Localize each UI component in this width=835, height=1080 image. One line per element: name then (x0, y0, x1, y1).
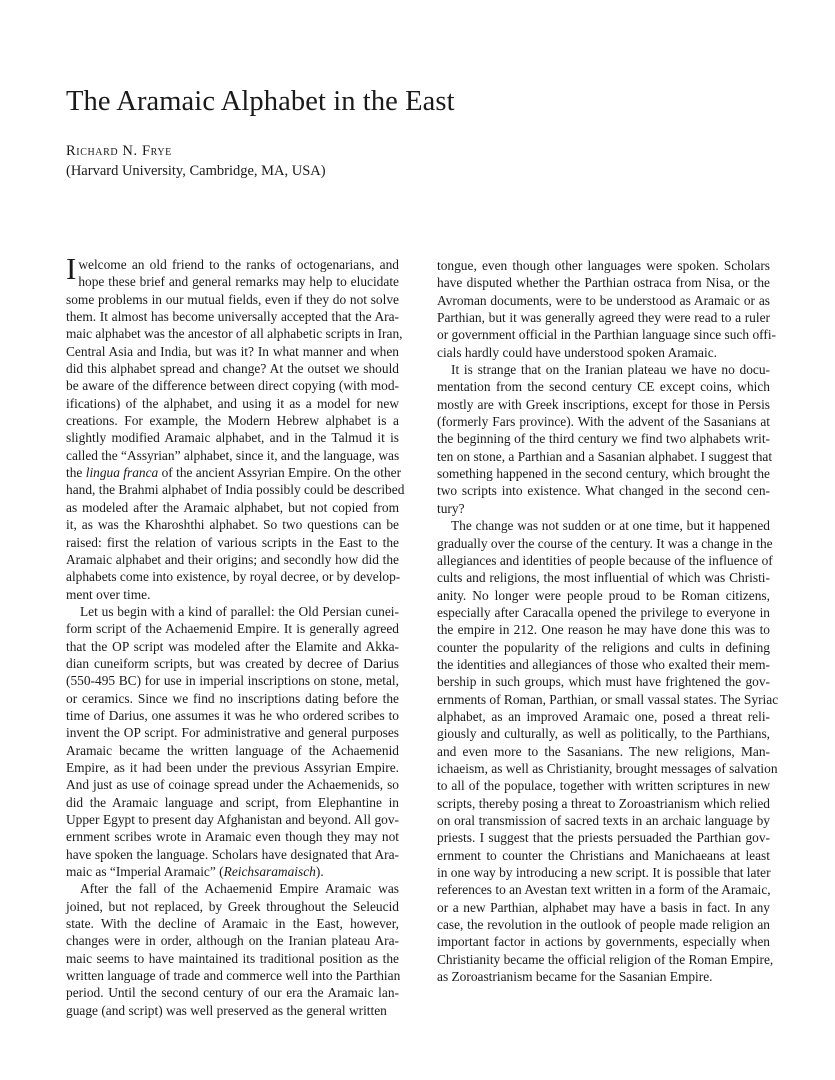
text-line: that the OP script was modeled after the Elamite and Akka- (66, 638, 399, 654)
text-line: slightly modified Aramaic alphabet, and in the Talmud it is (66, 430, 399, 446)
text-line: cials hardly could have understood spoken Aramaic. (437, 344, 718, 360)
text-line: it, as was the Kharoshthi alphabet. So two questions can be (66, 517, 399, 533)
text-line: Central Asia and India, but was it? In what manner and when (66, 343, 399, 359)
text-line: ernments of Roman, Parthian, or small vassal states. The Syriac (437, 691, 779, 707)
text-line: ernment to counter the Christians and Manichaeans at least (437, 847, 770, 863)
text-line: in one way by introducing a new script. It is possible that later (437, 865, 771, 881)
text-line: alphabets come into existence, by royal decree, or by develop- (66, 569, 401, 585)
text-line: references to an Avestan text written in a form of the Aramaic, (437, 882, 771, 898)
text-line: did this alphabet spread and change? At the outset we should (66, 361, 399, 377)
text-line: cults and religions, the most influential of which was Christi- (437, 570, 770, 586)
text-line: Avroman documents, were to be understood as Aramaic or as (437, 292, 770, 308)
text-line: The change was not sudden or at one time, but it happened (451, 518, 770, 534)
text-line: some problems in our mutual fields, even if they do not solve (66, 291, 399, 307)
text-line: (550-495 BC) for use in imperial inscriptions on stone, metal, (66, 673, 399, 689)
text-line: mostly are with Greek inscriptions, except for those in Persis (437, 396, 770, 412)
text-line: Aramaic became the written language of the Achaemenid (66, 742, 399, 758)
text-line: changes were in order, although on the Iranian plateau Ara- (66, 933, 399, 949)
text-line: And just as use of coinage spread under the Achaemenids, so (66, 777, 399, 793)
text-line: maic as “Imperial Aramaic” (Reichsaramaisch). (66, 864, 324, 880)
text-line: gradually over the course of the century. It was a change in the (437, 535, 773, 551)
text-line: Empire, as it had been under the previous Assyrian Empire. (66, 759, 399, 775)
left-column (66, 248, 405, 1019)
text-line: ifications) of the alphabet, and using it as a model for new (66, 395, 399, 411)
text-line: and even more to the Sasanians. The new religions, Man- (437, 743, 770, 759)
author-affiliation: (Harvard University, Cambridge, MA, USA) (66, 163, 326, 179)
text-line: especially after Caracalla opened the privilege to everyone in (437, 604, 770, 620)
text-line: I welcome an old friend to the ranks of octogenarians, and (66, 251, 399, 286)
text-line: have spoken the language. Scholars have designated that Ara- (66, 846, 399, 862)
text-line: important factor in actions by governments, especially when (437, 934, 770, 950)
italic-term: Reichsaramaisch (223, 864, 316, 880)
text-line: hand, the Brahmi alphabet of India possibly could be described (66, 482, 405, 498)
text-line: the identities and allegiances of those who exalted their mem- (437, 656, 770, 672)
text-line: priests. I suggest that the priests persuaded the Parthian gov- (437, 830, 770, 846)
text-line: anity. No longer were people proud to be Roman citizens, (437, 587, 770, 603)
text-line: (formerly Fars province). With the advent of the Sasanians at (437, 414, 770, 430)
text-line: After the fall of the Achaemenid Empire Aramaic was (80, 881, 399, 897)
text-line: tongue, even though other languages were spoken. Scholars (437, 258, 770, 273)
text-line: ernment scribes wrote in Aramaic even though they may not (66, 829, 399, 845)
text-line: raised: first the relation of various scripts in the East to the (66, 534, 399, 550)
text-line: period. Until the second century of our era the Aramaic lan- (66, 985, 399, 1001)
text-line: the empire in 212. One reason he may have done this was to (437, 622, 770, 638)
text-line: mentation from the second century CE except coins, which (437, 379, 770, 395)
text-line: tury? (437, 500, 465, 516)
italic-term: lingua franca (85, 465, 159, 481)
text-line: ichaeism, as well as Christianity, brought messages of salvation (437, 760, 778, 776)
text-line: something happened in the second century, which brought the (437, 466, 770, 482)
text-line: counter the popularity of the religions and cults in defining (437, 639, 770, 655)
text-line: as Zoroastrianism became for the Sasanian Empire. (437, 969, 713, 985)
text-line: creations. For example, the Modern Hebrew alphabet is a (66, 413, 399, 429)
text-line: dian cuneiform scripts, but was created by decree of Darius (66, 655, 399, 671)
text-line: the beginning of the third century we find two alphabets writ- (437, 431, 770, 447)
author-name: Richard N. Frye (66, 143, 172, 159)
text-line: written language of trade and commerce well into the Parthian (66, 968, 401, 984)
text-line: scripts, thereby posing a threat to Zoroastrianism which relied (437, 795, 770, 811)
text-line: did the Aramaic language and script, from Elephantine in (66, 794, 399, 810)
text-line: Christianity became the official religion of the Roman Empire, (437, 951, 774, 967)
text-line: or government official in the Parthian language since such offi- (437, 327, 777, 343)
text-line: hope these brief and general remarks may help to elucidate (78, 274, 399, 290)
text-line: Let us begin with a kind of parallel: the Old Persian cunei- (80, 603, 399, 619)
text-line: Parthian, but it was generally agreed they were read to a ruler (437, 310, 770, 326)
text-line: to all of the populace, together with written scriptures in new (437, 778, 770, 794)
text-line: as modeled after the Aramaic alphabet, but not copied from (66, 499, 399, 515)
text-line: invent the OP script. For administrative and general purposes (66, 725, 399, 741)
text-line: case, the revolution in the outlook of people made religion an (437, 917, 770, 933)
text-line: Upper Egypt to present day Afghanistan and beyond. All gov- (66, 812, 399, 827)
text-line: maic seems to have maintained its traditional position as the (66, 950, 399, 966)
text-line: be aware of the difference between direct copying (with mod- (66, 378, 399, 394)
drop-cap: I (66, 251, 77, 286)
text-line: or ceramics. Since we find no inscriptions dating before the (66, 690, 399, 706)
text-line: on oral transmission of sacred texts in an archaic language by (437, 813, 770, 828)
text-line: It is strange that on the Iranian plateau we have no docu- (451, 362, 770, 378)
text-line: time of Darius, one assumes it was he who ordered scribes to (66, 707, 399, 723)
text-line: ten on stone, a Parthian and a Sasanian alphabet. I suggest that (437, 448, 773, 464)
text-line: ment over time. (66, 586, 151, 602)
text-line: state. With the decline of Aramaic in the East, however, (66, 916, 399, 932)
text-line: them. It almost has become universally accepted that the Ara- (66, 309, 399, 325)
right-column (437, 257, 779, 985)
text-line: have disputed whether the Parthian ostraca from Nisa, or the (437, 275, 770, 291)
text-line: guage (and script) was well preserved as the general written (66, 1002, 387, 1018)
text-line: form script of the Achaemenid Empire. It is generally agreed (66, 621, 399, 637)
text-line: alphabet, as an improved Aramaic one, posed a threat reli- (437, 708, 770, 724)
text-line: bership in such groups, which must have frightened the gov- (437, 674, 770, 690)
text-line: maic alphabet was the ancestor of all alphabetic scripts in Iran, (66, 326, 403, 342)
text-line: joined, but not replaced, by Greek throughout the Seleucid (66, 898, 399, 914)
text-line: the lingua franca of the ancient Assyrian Empire. On the other (66, 465, 402, 481)
text-line: or a new Parthian, alphabet may have a basis in fact. In any (437, 899, 770, 915)
text-line: Aramaic alphabet and their origins; and secondly how did the (66, 551, 399, 567)
text-line: two scripts into existence. What changed in the second cen- (437, 483, 770, 499)
text-line: allegiances and identities of people because of the influence of (437, 552, 773, 568)
text-line: called the “Assyrian” alphabet, since it, and the language, was (66, 447, 400, 463)
text-line: giously and culturally, as well as politically, to the Parthians, (437, 726, 770, 742)
article-title: The Aramaic Alphabet in the East (66, 86, 455, 117)
